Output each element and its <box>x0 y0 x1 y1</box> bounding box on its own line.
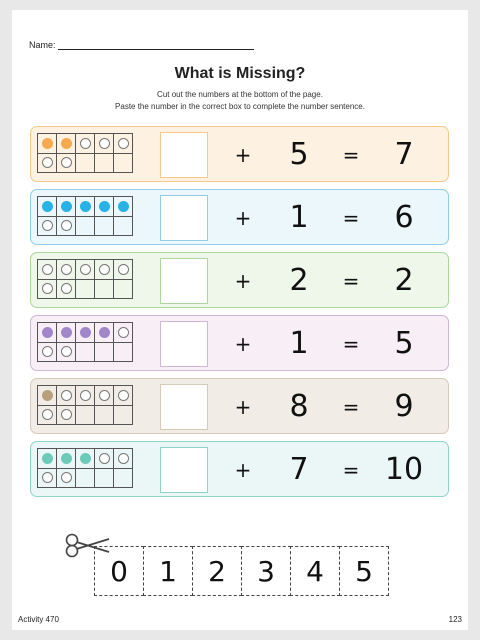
missing-number-box[interactable] <box>160 447 208 493</box>
ten-frame-cell <box>114 323 133 343</box>
ten-frame-cell <box>57 343 76 363</box>
ten-frame-cell <box>76 449 95 469</box>
sum-number: 7 <box>394 137 414 172</box>
equals-sign: = <box>342 332 360 356</box>
ten-frame-cell <box>114 154 133 174</box>
ten-frame-cell <box>57 469 76 489</box>
equals-sign: = <box>342 458 360 482</box>
empty-counter <box>118 138 129 149</box>
empty-counter <box>42 409 53 420</box>
empty-counter <box>80 390 91 401</box>
ten-frame-cell <box>95 154 114 174</box>
addend-number: 1 <box>289 326 309 361</box>
addend-number: 1 <box>289 200 309 235</box>
equals-sign: = <box>342 395 360 419</box>
ten-frame <box>37 385 133 425</box>
ten-frame-cell <box>114 386 133 406</box>
plus-sign: + <box>234 206 252 230</box>
empty-counter <box>80 138 91 149</box>
ten-frame-cell <box>95 217 114 237</box>
empty-counter <box>61 409 72 420</box>
missing-number-box[interactable] <box>160 132 208 178</box>
page-number: 123 <box>448 615 462 624</box>
ten-frame-cell <box>95 197 114 217</box>
plus-sign: + <box>234 143 252 167</box>
ten-frame-cell <box>114 406 133 426</box>
empty-counter <box>42 283 53 294</box>
filled-counter <box>80 201 91 212</box>
empty-counter <box>99 453 110 464</box>
ten-frame <box>37 196 133 236</box>
ten-frame-cell <box>76 197 95 217</box>
activity-label: Activity 470 <box>18 615 59 624</box>
ten-frame-cell <box>38 260 57 280</box>
ten-frame-cell <box>38 323 57 343</box>
filled-counter <box>42 453 53 464</box>
ten-frame-cell <box>114 469 133 489</box>
empty-counter <box>42 346 53 357</box>
empty-counter <box>118 327 129 338</box>
ten-frame-cell <box>114 260 133 280</box>
ten-frame-cell <box>76 217 95 237</box>
addend-number: 7 <box>289 452 309 487</box>
ten-frame-cell <box>95 343 114 363</box>
empty-counter <box>42 220 53 231</box>
name-blank-line[interactable] <box>58 40 254 50</box>
ten-frame-cell <box>76 406 95 426</box>
ten-frame-cell <box>57 154 76 174</box>
ten-frame-cell <box>38 386 57 406</box>
sum-number: 10 <box>384 452 424 487</box>
ten-frame <box>37 133 133 173</box>
ten-frame-cell <box>57 197 76 217</box>
ten-frame-cell <box>38 154 57 174</box>
empty-counter <box>118 453 129 464</box>
filled-counter <box>99 327 110 338</box>
ten-frame-cell <box>114 134 133 154</box>
ten-frame-cell <box>95 406 114 426</box>
ten-frame-cell <box>76 260 95 280</box>
problem-row <box>30 126 449 182</box>
filled-counter <box>42 327 53 338</box>
addend-number: 5 <box>289 137 309 172</box>
instruction-line-2: Paste the number in the correct box to complete the number sentence. <box>115 102 365 111</box>
cutout-number[interactable]: 2 <box>192 546 242 596</box>
ten-frame-cell <box>114 217 133 237</box>
ten-frame-cell <box>95 469 114 489</box>
problem-row <box>30 441 449 497</box>
ten-frame-cell <box>57 134 76 154</box>
ten-frame-cell <box>38 217 57 237</box>
missing-number-box[interactable] <box>160 195 208 241</box>
ten-frame-cell <box>76 386 95 406</box>
ten-frame-cell <box>76 154 95 174</box>
empty-counter <box>61 346 72 357</box>
ten-frame-cell <box>38 343 57 363</box>
sum-number: 6 <box>394 200 414 235</box>
empty-counter <box>118 390 129 401</box>
empty-counter <box>61 390 72 401</box>
ten-frame-cell <box>57 386 76 406</box>
empty-counter <box>42 472 53 483</box>
ten-frame-cell <box>38 134 57 154</box>
ten-frame-cell <box>38 406 57 426</box>
cutout-number[interactable]: 4 <box>290 546 340 596</box>
ten-frame-cell <box>114 449 133 469</box>
empty-counter <box>42 157 53 168</box>
empty-counter <box>61 220 72 231</box>
ten-frame-cell <box>95 134 114 154</box>
filled-counter <box>42 201 53 212</box>
sum-number: 2 <box>394 263 414 298</box>
page-title: What is Missing? <box>174 65 306 82</box>
sum-number: 9 <box>394 389 414 424</box>
ten-frame-cell <box>57 323 76 343</box>
name-field[interactable] <box>29 40 254 50</box>
ten-frame-cell <box>76 343 95 363</box>
empty-counter <box>61 157 72 168</box>
filled-counter <box>61 201 72 212</box>
empty-counter <box>99 264 110 275</box>
problem-row <box>30 315 449 371</box>
plus-sign: + <box>234 395 252 419</box>
equals-sign: = <box>342 206 360 230</box>
addend-number: 8 <box>289 389 309 424</box>
filled-counter <box>42 138 53 149</box>
cutout-number[interactable]: 5 <box>339 546 389 596</box>
filled-counter <box>61 453 72 464</box>
ten-frame-cell <box>95 386 114 406</box>
ten-frame-cell <box>57 217 76 237</box>
instruction-line-1: Cut out the numbers at the bottom of the page. <box>157 90 323 99</box>
filled-counter <box>61 327 72 338</box>
empty-counter <box>61 264 72 275</box>
filled-counter <box>61 138 72 149</box>
empty-counter <box>118 264 129 275</box>
empty-counter <box>80 264 91 275</box>
cutout-number[interactable]: 3 <box>241 546 291 596</box>
ten-frame-cell <box>95 260 114 280</box>
missing-number-box[interactable] <box>160 321 208 367</box>
ten-frame <box>37 259 133 299</box>
addend-number: 2 <box>289 263 309 298</box>
cutout-number-strip <box>95 546 389 596</box>
equals-sign: = <box>342 143 360 167</box>
problem-row <box>30 252 449 308</box>
ten-frame-cell <box>76 323 95 343</box>
ten-frame-cell <box>95 280 114 300</box>
ten-frame-cell <box>76 134 95 154</box>
empty-counter <box>99 390 110 401</box>
ten-frame-cell <box>114 197 133 217</box>
filled-counter <box>99 201 110 212</box>
ten-frame-cell <box>114 280 133 300</box>
missing-number-box[interactable] <box>160 384 208 430</box>
problem-row <box>30 378 449 434</box>
plus-sign: + <box>234 269 252 293</box>
empty-counter <box>61 472 72 483</box>
ten-frame <box>37 322 133 362</box>
name-label: Name: <box>29 40 56 50</box>
problem-row <box>30 189 449 245</box>
plus-sign: + <box>234 332 252 356</box>
ten-frame-cell <box>95 323 114 343</box>
equals-sign: = <box>342 269 360 293</box>
ten-frame-cell <box>38 469 57 489</box>
filled-counter <box>118 201 129 212</box>
cutout-number[interactable]: 0 <box>94 546 144 596</box>
sum-number: 5 <box>394 326 414 361</box>
empty-counter <box>42 264 53 275</box>
cutout-number[interactable]: 1 <box>143 546 193 596</box>
plus-sign: + <box>234 458 252 482</box>
ten-frame-cell <box>114 343 133 363</box>
ten-frame-cell <box>38 197 57 217</box>
ten-frame-cell <box>76 469 95 489</box>
filled-counter <box>80 453 91 464</box>
ten-frame-cell <box>57 280 76 300</box>
filled-counter <box>42 390 53 401</box>
filled-counter <box>80 327 91 338</box>
missing-number-box[interactable] <box>160 258 208 304</box>
ten-frame-cell <box>95 449 114 469</box>
ten-frame-cell <box>76 280 95 300</box>
ten-frame-cell <box>57 260 76 280</box>
ten-frame-cell <box>38 280 57 300</box>
ten-frame-cell <box>57 449 76 469</box>
ten-frame-cell <box>57 406 76 426</box>
worksheet-page <box>12 10 468 630</box>
ten-frame-cell <box>38 449 57 469</box>
empty-counter <box>99 138 110 149</box>
ten-frame <box>37 448 133 488</box>
empty-counter <box>61 283 72 294</box>
